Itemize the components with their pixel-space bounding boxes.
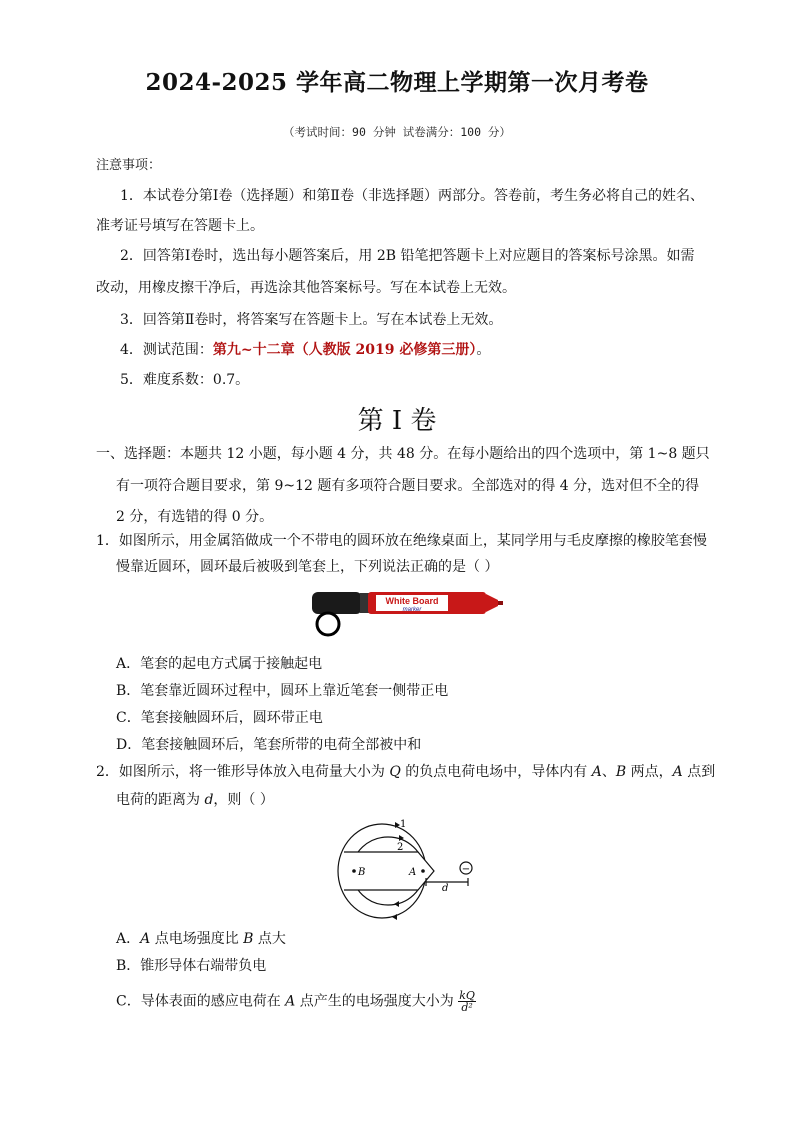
q2-option-a <box>116 929 286 949</box>
q2-text: A． <box>116 931 141 947</box>
marker-sub-text: marker <box>402 607 422 613</box>
fraction-denominator: d² <box>461 1001 473 1014</box>
var-B: B <box>243 931 254 947</box>
notice-item-4-suffix: 。 <box>476 342 491 358</box>
q2-option-b: B．锥形导体右端带负电 <box>116 958 267 974</box>
section-instructions-line-3: 2 分，有选错的得 0 分。 <box>116 509 274 525</box>
notice-item-3: 3．回答第Ⅱ卷时，将答案写在答题卡上。写在本试卷上无效。 <box>120 312 503 328</box>
q2-text: 点大 <box>253 931 286 947</box>
notice-item-2-line-1: 2．回答第Ⅰ卷时，选出每小题答案后，用 2B 铅笔把答题卡上对应题目的答案标号涂黑。如需 <box>120 248 695 264</box>
notice-item-4-prefix: 4．测试范围： <box>120 342 213 358</box>
q2-text: 点电场强度比 <box>150 931 244 947</box>
q2-text: 2．如图所示，将一锥形导体放入电荷量大小为 <box>96 764 390 780</box>
var-Q: Q <box>389 764 401 780</box>
notice-item-4 <box>120 340 490 360</box>
q2-text: 、 <box>601 764 616 780</box>
var-A: A <box>285 993 296 1010</box>
var-d: d <box>204 792 214 808</box>
q1-marker-figure <box>306 584 506 640</box>
arrow-bottom-inner <box>394 901 399 907</box>
point-A <box>421 869 425 873</box>
q1-stem-line-1: 1．如图所示，用金属箔做成一个不带电的圆环放在绝缘桌面上，某同学用与毛皮摩擦的橡胶笔套慢 <box>96 533 707 549</box>
q1-option-b: B．笔套靠近圆环过程中，圆环上靠近笔套一侧带正电 <box>116 683 449 699</box>
q1-stem-line-2: 慢靠近圆环，圆环最后被吸到笔套上，下列说法正确的是（ ） <box>116 559 499 575</box>
arrow-bottom-outer <box>392 914 397 920</box>
metal-foil-ring <box>317 613 339 635</box>
q2-stem-line-1 <box>96 762 715 782</box>
label-B: B <box>358 867 366 878</box>
notice-item-1-line-1: 1．本试卷分第Ⅰ卷（选择题）和第Ⅱ卷（非选择题）两部分。答卷前，考生务必将自己的姓名、 <box>120 188 704 204</box>
notice-item-5: 5．难度系数：0.7。 <box>120 372 250 388</box>
point-B <box>352 869 356 873</box>
q2-text: 两点， <box>626 764 673 780</box>
var-B: B <box>615 764 627 780</box>
notice-item-2-line-2: 改动，用橡皮擦干净后，再选涂其他答案标号。写在本试卷上无效。 <box>96 280 516 296</box>
q2-text: C．导体表面的感应电荷在 <box>116 993 286 1010</box>
q1-option-c: C．笔套接触圆环后，圆环带正电 <box>116 710 323 726</box>
q2-text: 点到 <box>682 764 716 780</box>
var-A: A <box>140 931 151 947</box>
section-title: 第 I 卷 <box>357 406 437 436</box>
label-A: A <box>409 867 417 878</box>
exam-info: （考试时间：90 分钟 试卷满分：100 分） <box>283 125 511 139</box>
notice-heading: 注意事项： <box>96 158 162 173</box>
q1-option-d: D．笔套接触圆环后，笔套所带的电荷全部被中和 <box>116 737 422 753</box>
page-title: 2024-2025 学年高二物理上学期第一次月考卷 <box>145 69 649 96</box>
marker-brand-text: White Board <box>385 596 439 606</box>
section-instructions-line-1: 一、选择题：本题共 12 小题，每小题 4 分，共 48 分。在每小题给出的四个选项中，第 1~8 题只 <box>96 446 710 462</box>
q2-text: 的负点电荷电场中，导体内有 <box>400 764 592 780</box>
fraction-kQ-d2 <box>458 990 476 1013</box>
label-d: d <box>442 883 449 894</box>
q2-conductor-figure <box>330 814 490 924</box>
q1-option-a: A．笔套的起电方式属于接触起电 <box>116 656 323 672</box>
label-field-line-2: 2 <box>397 842 404 853</box>
section-instructions-line-2: 有一项符合题目要求，第 9~12 题有多项符合题目要求。全部选对的得 4 分，选对但不全的得 <box>116 478 700 494</box>
var-A: A <box>672 764 683 780</box>
q2-stem-line-2 <box>116 790 274 810</box>
marker-pen <box>312 592 503 614</box>
fraction-numerator: kQ <box>459 989 475 1002</box>
q2-text: ，则（ ） <box>213 792 274 808</box>
label-field-line-1: 1 <box>400 819 407 830</box>
test-range: 第九~十二章（人教版 2019 必修第三册） <box>212 342 477 358</box>
var-A: A <box>591 764 602 780</box>
notice-item-1-line-2: 准考证号填写在答题卡上。 <box>96 218 264 234</box>
q2-option-c <box>116 990 476 1013</box>
negative-charge-sign: − <box>461 864 471 875</box>
q2-text: 电荷的距离为 <box>116 792 205 808</box>
q2-text: 点产生的电场强度大小为 <box>295 993 459 1010</box>
